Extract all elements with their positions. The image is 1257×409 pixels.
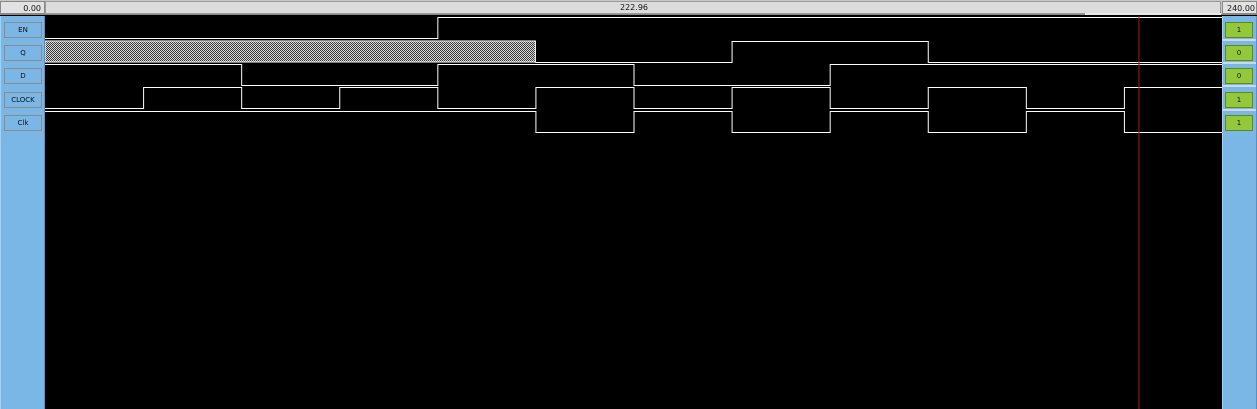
signal-value-clock: 1 [1225, 92, 1253, 108]
wave-trace-d [45, 65, 1222, 86]
row-separator [1223, 39, 1256, 41]
signal-value-en: 1 [1225, 22, 1253, 38]
time-axis[interactable] [45, 1, 1221, 14]
time-ruler[interactable] [0, 0, 1257, 15]
signal-value-clk: 1 [1225, 115, 1253, 131]
start-time-readout: 0.00 [0, 1, 45, 14]
signal-label-clock[interactable]: CLOCK [4, 92, 42, 108]
row-separator [1223, 85, 1256, 87]
wave-trace-clock [45, 88, 1222, 109]
signal-label-d[interactable]: D [4, 68, 42, 84]
row-separator [1223, 109, 1256, 111]
waveform-area[interactable] [45, 16, 1222, 409]
signal-value-d: 0 [1225, 68, 1253, 84]
signal-label-en[interactable]: EN [4, 22, 42, 38]
cursor-time-readout: 222.96 [620, 3, 648, 12]
ruler-highlight-bar [1085, 13, 1221, 15]
wave-trace-clk [45, 112, 1222, 133]
signal-value-q: 0 [1225, 45, 1253, 61]
wave-trace-en [45, 18, 1222, 39]
row-separator [1223, 62, 1256, 64]
wave-trace-q [535, 42, 1222, 63]
signal-label-q[interactable]: Q [4, 45, 42, 61]
wave-unknown-region-q [45, 41, 535, 62]
signal-label-clk[interactable]: Clk [4, 115, 42, 131]
end-time-readout: 240.00 [1222, 1, 1257, 14]
